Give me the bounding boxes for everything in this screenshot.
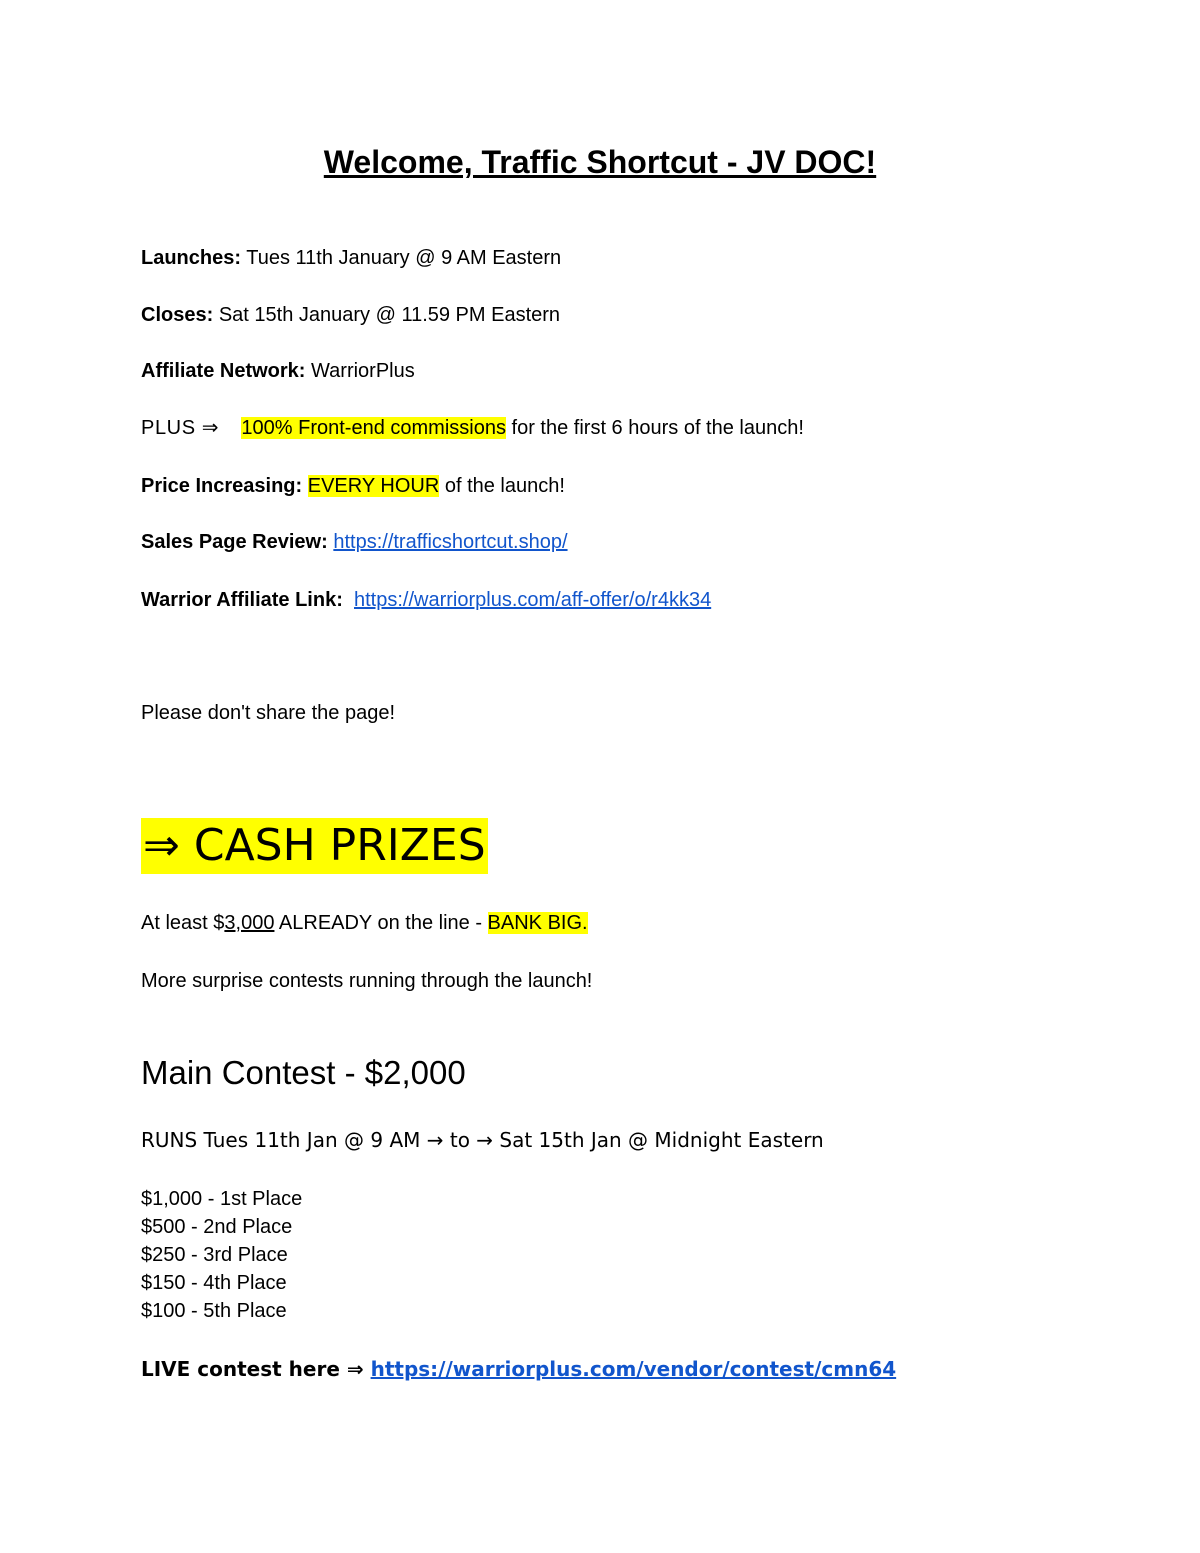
closes-label: Closes: xyxy=(141,304,214,326)
surprise-text: More surprise contests running through the launch! xyxy=(141,970,593,992)
sales-page-line xyxy=(141,530,568,554)
live-contest-label: LIVE contest here ⇒ xyxy=(141,1357,371,1381)
prize-list xyxy=(141,1185,302,1325)
launches-value: Tues 11th January @ 9 AM Eastern xyxy=(246,247,562,269)
prize-item: $150 - 4th Place xyxy=(141,1272,287,1294)
title-text: Welcome, Traffic Shortcut - JV DOC! xyxy=(323,144,877,180)
affiliate-link[interactable]: https://warriorplus.com/aff-offer/o/r4kk34 xyxy=(354,589,712,611)
at-least-amount: 3,000 xyxy=(224,912,275,934)
network-label: Affiliate Network: xyxy=(141,360,306,382)
price-label: Price Increasing: xyxy=(141,475,303,497)
surprise-line xyxy=(141,969,592,993)
plus-label: PLUS ⇒ xyxy=(141,417,220,439)
cash-prizes-heading: ⇒ CASH PRIZES xyxy=(141,818,488,874)
prize-item: $1,000 - 1st Place xyxy=(141,1188,303,1210)
dont-share-line xyxy=(141,701,395,725)
bank-big-highlight: BANK BIG. xyxy=(487,912,588,934)
sales-page-label: Sales Page Review: xyxy=(141,531,328,553)
runs-text: RUNS Tues 11th Jan @ 9 AM → to → Sat 15th Jan @ Midnight Eastern xyxy=(141,1128,824,1152)
plus-rest: for the first 6 hours of the launch! xyxy=(505,417,804,439)
at-least-mid: ALREADY on the line - xyxy=(274,912,488,934)
commission-highlight: 100% Front-end commissions xyxy=(241,417,506,439)
sales-page-link[interactable]: https://trafficshortcut.shop/ xyxy=(333,531,568,553)
prize-item: $500 - 2nd Place xyxy=(141,1216,293,1238)
closes-value: Sat 15th January @ 11.59 PM Eastern xyxy=(218,304,561,326)
plus-line xyxy=(141,416,804,440)
launches-line xyxy=(141,246,561,270)
live-contest-line xyxy=(141,1357,896,1381)
main-contest-heading: Main Contest - $2,000 xyxy=(141,1054,466,1091)
affiliate-line xyxy=(141,588,711,612)
document-title xyxy=(0,142,1200,182)
closes-line xyxy=(141,303,560,327)
price-highlight: EVERY HOUR xyxy=(307,475,440,497)
launches-label: Launches: xyxy=(141,247,242,269)
affiliate-label: Warrior Affiliate Link: xyxy=(141,589,343,611)
at-least-pre: At least $ xyxy=(141,912,225,934)
network-value: WarriorPlus xyxy=(311,360,415,382)
prize-item: $100 - 5th Place xyxy=(141,1300,287,1322)
price-rest: of the launch! xyxy=(439,475,565,497)
price-line xyxy=(141,474,565,498)
runs-line xyxy=(141,1128,824,1152)
live-contest-link[interactable]: https://warriorplus.com/vendor/contest/cmn64 xyxy=(370,1357,897,1381)
prize-item: $250 - 3rd Place xyxy=(141,1244,288,1266)
at-least-line xyxy=(141,911,588,935)
dont-share-text: Please don't share the page! xyxy=(141,702,396,724)
network-line xyxy=(141,359,415,383)
